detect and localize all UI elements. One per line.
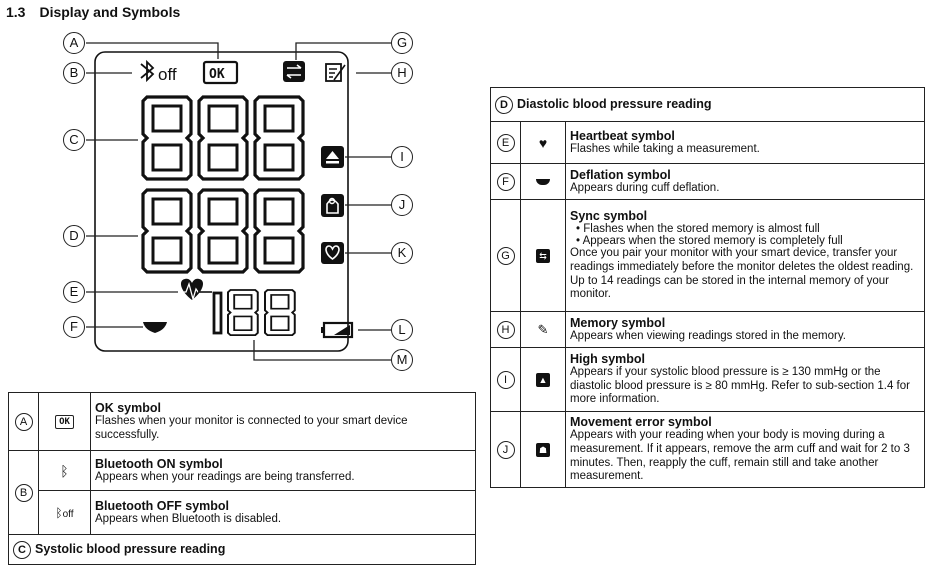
memory-icon [326,64,341,81]
callout-k: K [391,242,413,264]
row-letter: B [15,484,33,502]
row-desc: Appears when Bluetooth is disabled. [95,512,282,525]
table-row [9,393,476,451]
bluetooth-icon [141,62,153,80]
callout-g: G [391,32,413,54]
table-row [491,122,925,164]
systolic-digits [143,97,303,179]
row-letter: F [497,173,515,191]
section-title: Display and Symbols [39,4,181,20]
row-letter: E [497,134,515,152]
movement-error-icon [321,194,344,217]
row-desc: Appears when viewing readings stored in the memory. [570,329,846,342]
table-row [491,312,925,348]
callout-d: D [63,225,85,247]
high-icon [321,146,344,168]
row-bullets [570,223,920,247]
callout-a: A [63,32,85,54]
callout-b: B [63,62,85,84]
heart-icon [321,242,344,264]
row-title: Memory symbol [570,315,666,330]
row-title: OK symbol [95,400,161,415]
row-title: Movement error symbol [570,414,712,429]
memory-icon: ✎ [537,321,549,337]
row-letter: G [497,247,515,265]
row-title: Diastolic blood pressure reading [517,96,712,111]
bullet-item: • Flashes when the stored memory is almost full [576,223,920,235]
diastolic-digits [143,190,303,272]
callout-c: C [63,129,85,151]
row-desc: Flashes while taking a measurement. [570,142,760,155]
row-desc: Appears during cuff deflation. [570,181,720,194]
row-desc: Appears with your reading when your body is moving during a measurement. If it appears, remove the arm cuff and wait for 2 to 3 minutes. Then, reapply the cuff, remain still and take another measurement. [570,428,910,483]
deflation-icon [536,179,550,185]
row-title: Bluetooth OFF symbol [95,498,230,513]
callout-l: L [391,319,413,341]
right-symbol-table [490,87,925,488]
sync-icon: ⇆ [536,249,550,263]
callout-e: E [63,281,85,303]
ok-icon: OK [55,415,74,429]
table-row [491,348,925,412]
row-letter: J [497,441,515,459]
row-desc: Once you pair your monitor with your smart device, transfer your readings immediately before the monitor deletes the oldest reading. Up to 14 readings can be stored in the internal memory of your monitor. [570,246,914,301]
row-desc: Appears if your systolic blood pressure is ≥ 130 mmHg or the diastolic blood pressure is ≥ 80 mmHg. Refer to sub-section 1.4 for more information. [570,365,910,406]
row-letter: D [495,96,513,114]
sync-icon [283,61,305,82]
table-row [491,412,925,488]
row-letter: A [15,413,33,431]
heartbeat-icon [178,279,212,300]
row-desc: Flashes when your monitor is connected to your smart device successfully. [95,414,408,441]
battery-icon [321,323,352,337]
deflation-icon [143,322,167,333]
row-title: Bluetooth ON symbol [95,456,223,471]
bluetooth-off-icon: ᛒoff [55,505,74,520]
table-row [9,451,476,491]
high-icon: ▲ [536,373,550,387]
table-row [491,200,925,312]
row-title: Deflation symbol [570,167,671,182]
row-title: Systolic blood pressure reading [35,541,226,556]
table-row [9,491,476,535]
bluetooth-icon: ᛒ [60,462,69,479]
callout-f: F [63,316,85,338]
section-heading [6,4,180,20]
row-letter: C [13,541,31,559]
table-row [9,535,476,565]
callout-i: I [391,146,413,168]
pulse-digits [214,290,295,335]
callout-m: M [391,349,413,371]
row-title: High symbol [570,351,646,366]
heartbeat-icon: ♥ [538,134,548,151]
callout-j: J [391,194,413,216]
movement-error-icon: ☗ [536,443,550,457]
row-letter: H [497,321,515,339]
left-symbol-table [8,392,476,565]
table-row [491,88,925,122]
ok-icon [204,62,237,83]
row-letter: I [497,371,515,389]
section-number: 1.3 [6,4,26,20]
row-title: Sync symbol [570,208,648,223]
table-row [491,164,925,200]
bt-off-label: off [158,65,177,84]
row-desc: Appears when your readings are being transferred. [95,470,355,483]
callout-h: H [391,62,413,84]
ok-label: OK [209,67,225,82]
bullet-item: • Appears when the stored memory is completely full [576,235,920,247]
row-title: Heartbeat symbol [570,128,675,143]
